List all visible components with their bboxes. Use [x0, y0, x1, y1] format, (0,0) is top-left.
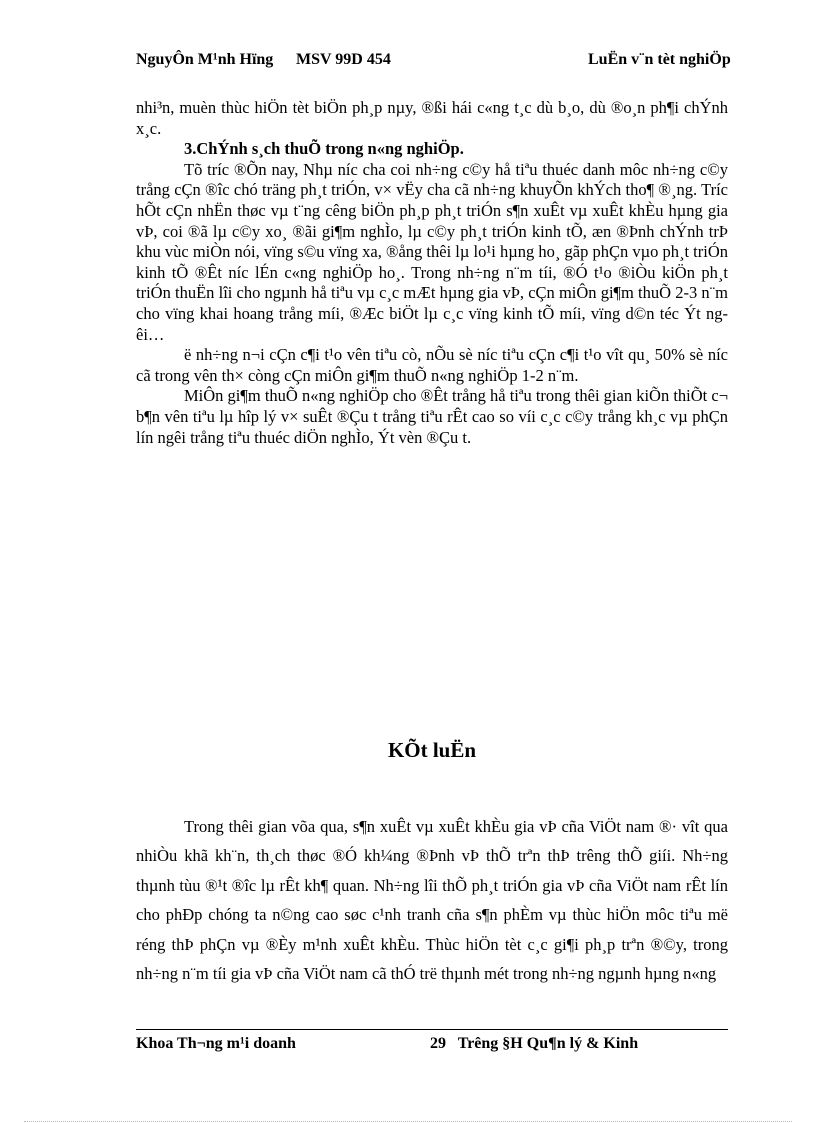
paragraph-2: ë nh÷ng n¬i cÇn c¶i t¹o vên tiªu cò, nÕu sè níc tiªu cÇn c¶i t¹o vît qu¸ 50% sè níc cã trong vên th× còng cÇn miÔn gi¶m thuÕ n«ng nghiÖp 1-2 n¨m. [136, 345, 728, 385]
page-number: 29 [430, 1035, 446, 1052]
header-author: NguyÔn M¹nh Hïng [136, 51, 274, 68]
paragraph-lead: nhi³n, muèn thùc hiÖn tèt biÖn ph¸p nµy, ®ßi hái c«ng t¸c dù b¸o, dù ®o¸n ph¶i chÝnh x¸c. [136, 98, 728, 138]
section-tax-policy [136, 98, 728, 448]
paragraph-3: MiÔn gi¶m thuÕ n«ng nghiÖp cho ®Êt trång hå tiªu trong thêi gian kiÕn thiÕt c¬ b¶n vên tiªu lµ hîp lý v× suÊt ®Çu t trång tiªu rÊt cao so víi c¸c c©y trång kh¸c vµ phÇn lín ngêi trång tiªu thuéc diÖn nghÌo, Ýt vèn ®Çu t. [136, 386, 728, 447]
footer-divider [136, 1029, 728, 1030]
header-author-course [136, 50, 436, 70]
section-title: 3.ChÝnh s¸ch thuÕ trong n«ng nghiÖp. [184, 139, 464, 159]
paragraph-1: Tõ tríc ®Õn nay, Nhµ níc cha coi nh÷ng c©y hå tiªu thuéc danh môc nh÷ng c©y trång cÇn ®îc chó träng ph¸t triÓn, v× vËy cha cã nh÷ng khuyÕn khÝch tho¶ ®¸ng. Tríc hÕt cÇn nhËn thøc vµ t¨ng cêng biÖn ph¸p ph¸t triÓn s¶n xuÊt vµ xuÊt khÈu hµng gia vÞ, coi ®ã lµ c©y xo¸ ®ãi gi¶m nghÌo, lµ c©y ph¸t triÓn kinh tÕ, æn ®Þnh chÝnh trÞ khu vùc miÒn nói, vïng s©u vïng xa, ®ång thêi lµ lo¹i hµng ho¸ gãp phÇn vµo ph¸t triÓn kinh tÕ ®Êt níc lÉn c«ng nghiÖp ho¸. Trong nh÷ng n¨m tíi, ®Ó t¹o ®iÒu kiÖn ph¸t triÓn thuËn lîi cho ngµnh hå tiªu vµ c¸c mÆt hµng gia vÞ, cÇn miÔn gi¶m thuÕ 2-3 n¨m cho vïng khai hoang trång míi, ®Æc biÖt lµ c¸c vïng kinh tÕ míi, vïng d©n téc Ýt ngêi… [136, 159, 728, 344]
header-thesis-label: LuËn v¨n tèt nghiÖp [588, 51, 731, 68]
header-student-id: MSV 99D 454 [296, 51, 391, 68]
footer-university: Trêng §H Qu¶n lý & Kinh [457, 1035, 639, 1052]
page-bottom-dotted-border [24, 1121, 792, 1122]
footer-faculty: Khoa Th¬ng m¹i doanh [136, 1035, 296, 1052]
conclusion-title: KÕt luËn [387, 738, 477, 762]
conclusion-paragraph: Trong thêi gian võa qua, s¶n xuÊt vµ xuÊt khÈu gia vÞ cña ViÖt nam ®· vît qua nhiÒu khã kh¨n, th¸ch thøc ®Ó kh¼ng ®Þnh vÞ thÕ trªn thÞ trêng thÕ giíi. Nh÷ng thµnh tùu ®¹t ®îc lµ rÊt kh¶ quan. Nh÷ng lîi thÕ ph¸t triÓn gia vÞ cña ViÖt nam rÊt lín cho phÐp chóng ta n©ng cao søc c¹nh tranh cña s¶n phÈm vµ thùc hiÖn môc tiªu më réng thÞ phÇn vµ ®Èy m¹nh xuÊt khÈu. Thùc hiÖn tèt c¸c gi¶i ph¸p trªn ®©y, trong nh÷ng n¨m tíi gia vÞ cña ViÖt nam cã thÓ trë thµnh mét trong nh÷ng ngµnh hµng n«ng [136, 817, 728, 984]
footer-page-school [430, 1034, 638, 1054]
conclusion-body [136, 812, 728, 988]
